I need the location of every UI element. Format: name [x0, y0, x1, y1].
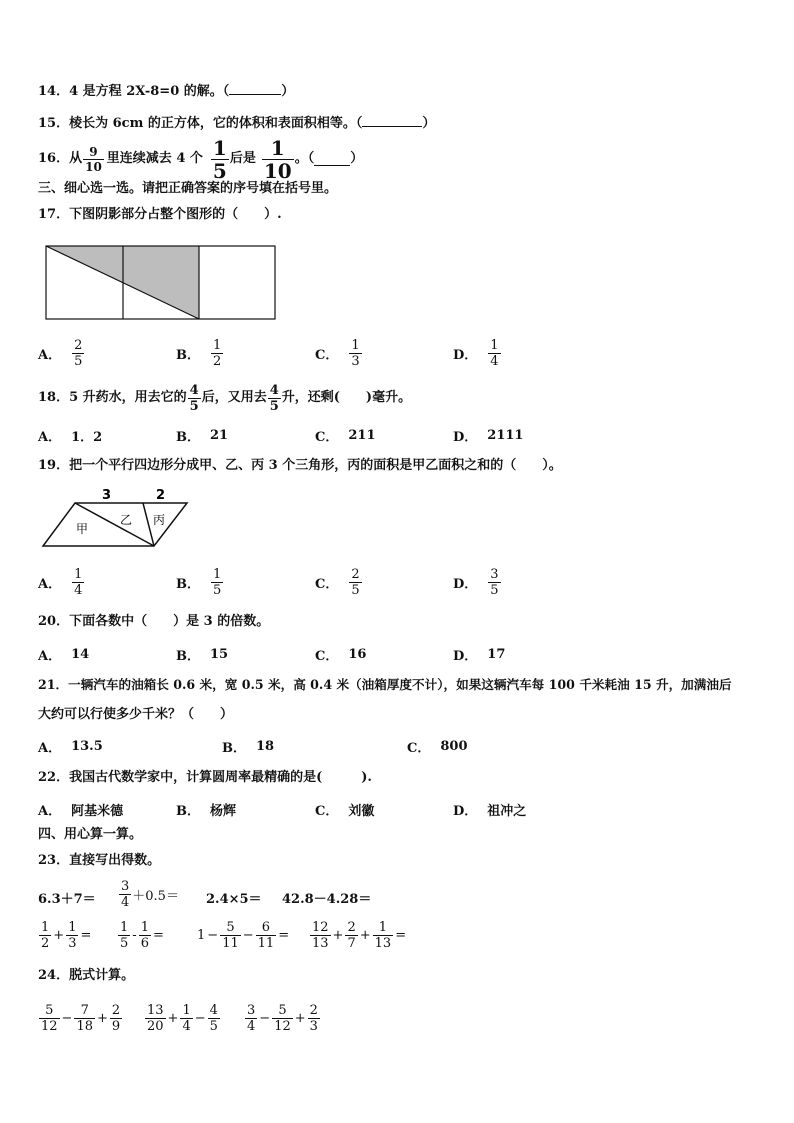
q15: [38, 114, 435, 133]
fraction: $\frac{3}{5}$: [490, 567, 499, 598]
fraction: $\frac{6}{11}$: [257, 920, 275, 951]
fraction: $\frac{2}{7}$: [347, 920, 356, 951]
fraction: $\frac{4}{5}$: [269, 382, 279, 414]
fraction: $\frac{4}{5}$: [209, 1003, 218, 1034]
q18-option-c[interactable]: C． 211: [315, 428, 376, 445]
fraction: $\frac{5}{11}$: [222, 920, 239, 951]
q23-expr-5: $\frac{1}{2}$ + $\frac{1}{3}$ =: [41, 920, 92, 951]
q14-text: 14．4 是方程 2X-8=0 的解。（: [38, 84, 230, 99]
q23-expr-3: 2.4×5＝: [206, 892, 262, 907]
q18-option-a[interactable]: A． 1．2: [38, 430, 103, 445]
fraction: $\frac{1}{3}$: [351, 338, 360, 369]
q19-option-a[interactable]: A． $\frac{1}{4}$: [38, 567, 83, 598]
fraction: $\frac{3}{4}$: [121, 879, 130, 910]
q17-option-b[interactable]: B． $\frac{1}{2}$: [176, 338, 222, 369]
q19-option-b[interactable]: B． $\frac{1}{5}$: [176, 567, 222, 598]
label-3: 3: [102, 488, 112, 503]
q18: [38, 380, 411, 416]
q24-expr-2: $\frac{13}{20}$ + $\frac{1}{4}$ − $\frac{4}{5}$: [147, 1003, 218, 1034]
q17-option-d[interactable]: D． $\frac{1}{4}$: [453, 338, 499, 369]
q15-close: ）: [422, 116, 436, 131]
q17-option-a[interactable]: A． $\frac{2}{5}$: [38, 338, 83, 369]
q20-option-c[interactable]: C． 16: [315, 647, 367, 664]
q18-post: 升，还剩( )毫升。: [281, 390, 412, 405]
fraction: $\frac{1}{10}$: [263, 135, 292, 183]
q19-figure: [40, 486, 192, 550]
q21-option-b[interactable]: B． 18: [222, 739, 275, 756]
fraction: $\frac{1}{5}$: [212, 135, 227, 183]
q14-close: ）: [281, 84, 295, 99]
q23-expr-8: $\frac{12}{13}$ + $\frac{2}{7}$ + $\frac{1}{13}$ =: [312, 920, 407, 951]
fraction: $\frac{1}{4}$: [182, 1003, 191, 1034]
fraction: $\frac{12}{13}$: [312, 920, 329, 951]
q17-text: 17．下图阴影部分占整个图形的（ ）.: [38, 207, 282, 222]
q19-option-d[interactable]: D． $\frac{3}{5}$: [453, 567, 499, 598]
fraction: $\frac{2}{5}$: [74, 338, 83, 369]
fraction: $\frac{1}{3}$: [68, 920, 77, 951]
q18-mid: 后，又用去: [201, 390, 267, 405]
q21-line2: 大约可以行使多少千米？（ ）: [38, 707, 234, 722]
q21-option-a[interactable]: A． 13.5: [38, 739, 103, 756]
answer-blank[interactable]: [362, 114, 422, 127]
q20-option-d[interactable]: D． 17: [453, 647, 506, 664]
q18-option-d[interactable]: D． 2111: [453, 428, 524, 445]
fraction: $\frac{1}{6}$: [140, 920, 149, 951]
q22-text: 22．我国古代数学家中，计算圆周率最精确的是( ).: [38, 770, 372, 785]
label-jia: 甲: [76, 522, 89, 536]
q23-expr-7: 1 − $\frac{5}{11}$ − $\frac{6}{11}$ =: [197, 920, 290, 951]
fraction: $\frac{5}{12}$: [41, 1003, 58, 1034]
q22-option-a[interactable]: A． 阿基米德: [38, 804, 124, 819]
q21-option-c[interactable]: C． 800: [407, 739, 468, 756]
fraction: $\frac{1}{2}$: [213, 338, 222, 369]
fraction: $\frac{1}{5}$: [213, 567, 222, 598]
label-yi: 乙: [120, 513, 133, 527]
q24-expr-1: $\frac{5}{12}$ − $\frac{7}{18}$ + $\frac{2}{9}$: [41, 1003, 121, 1034]
fraction: $\frac{2}{5}$: [351, 567, 360, 598]
q16-post: 。（: [294, 151, 315, 166]
q20-option-b[interactable]: B． 15: [176, 647, 229, 664]
fraction: $\frac{7}{18}$: [76, 1003, 93, 1034]
fraction: $\frac{5}{12}$: [274, 1003, 291, 1034]
fraction: $\frac{1}{4}$: [490, 338, 499, 369]
q23-expr-4: 42.8－4.28＝: [282, 892, 372, 907]
fraction: $\frac{2}{3}$: [309, 1003, 318, 1034]
q23-expr-1: 6.3＋7＝: [38, 892, 96, 907]
q20-option-a[interactable]: A． 14: [38, 647, 90, 664]
q23-text: 23．直接写出得数。: [38, 853, 161, 868]
q21-line1: 21．一辆汽车的油箱长 0.6 米，宽 0.5 米，高 0.4 米（油箱厚度不计），如果这辆汽车每 100 千米耗油 15 升，加满油后: [38, 677, 732, 692]
fraction: $\frac{4}{5}$: [189, 382, 199, 414]
q15-text: 15．棱长为 6cm 的正方体，它的体积和表面积相等。（: [38, 116, 363, 131]
fraction: $\frac{3}{4}$: [247, 1003, 256, 1034]
q20-text: 20．下面各数中（ ）是 3 的倍数。: [38, 614, 270, 629]
q22-option-d[interactable]: D． 祖冲之: [453, 804, 527, 819]
fraction: $\frac{13}{20}$: [147, 1003, 164, 1034]
section-heading: 四、用心算一算。: [38, 827, 143, 842]
label-2: 2: [156, 488, 166, 503]
q14: [38, 82, 294, 101]
q16-mid2: 后是: [229, 151, 256, 166]
fraction: $\frac{2}{9}$: [111, 1003, 121, 1034]
fraction: $\frac{1}{4}$: [74, 567, 83, 598]
q19-text: 19．把一个平行四边形分成甲、乙、丙 3 个三角形，丙的面积是甲乙面积之和的（ ）。: [38, 458, 562, 473]
fraction: $\frac{1}{2}$: [41, 920, 50, 951]
q17-option-c[interactable]: C． $\frac{1}{3}$: [315, 338, 360, 369]
q22-option-c[interactable]: C． 刘徽: [315, 804, 375, 819]
q16: [38, 135, 364, 183]
fraction: $\frac{1}{13}$: [374, 920, 392, 951]
q24-text: 24．脱式计算。: [38, 968, 135, 983]
q16-mid: 里连续减去 4 个: [106, 151, 203, 166]
q18-option-b[interactable]: B． 21: [176, 428, 229, 445]
q24-expr-3: $\frac{3}{4}$ − $\frac{5}{12}$ + $\frac{2}{3}$: [247, 1003, 318, 1034]
q22-option-b[interactable]: B． 杨辉: [176, 804, 237, 819]
fraction: $\frac{9}{10}$: [85, 144, 102, 174]
q23-expr-2: $\frac{3}{4}$ ＋0.5＝: [121, 879, 179, 910]
section-heading: 三、细心选一选。请把正确答案的序号填在括号里。: [38, 181, 338, 196]
q16-close: ）: [350, 151, 364, 166]
q23-expr-6: $\frac{1}{5}$ - $\frac{1}{6}$ =: [120, 920, 164, 951]
q17-figure: [44, 244, 278, 324]
label-bing: 丙: [153, 513, 166, 527]
fraction: $\frac{1}{5}$: [120, 920, 129, 951]
q18-pre: 18．5 升药水，用去它的: [38, 390, 187, 405]
q19-option-c[interactable]: C． $\frac{2}{5}$: [315, 567, 360, 598]
q16-pre: 16．从: [38, 151, 83, 166]
answer-blank[interactable]: [314, 153, 350, 166]
answer-blank[interactable]: [229, 82, 281, 95]
